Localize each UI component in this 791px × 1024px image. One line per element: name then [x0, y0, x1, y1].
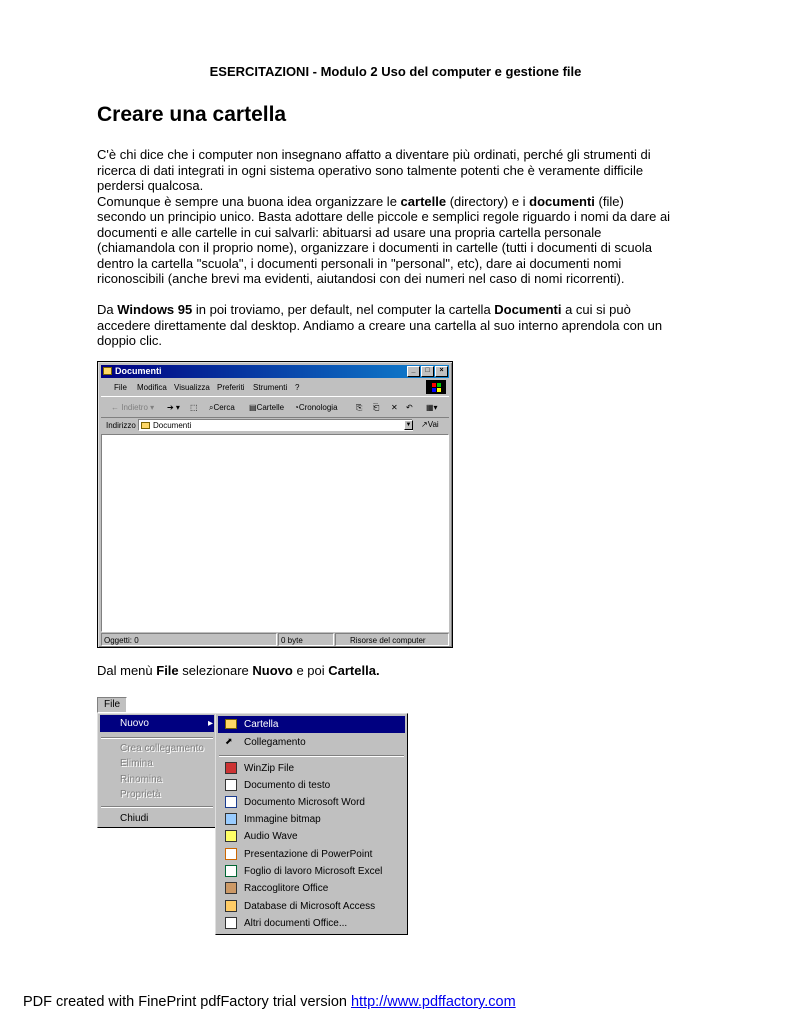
up-folder-icon[interactable]: ⬚: [190, 403, 198, 412]
text-line: Comunque è sempre una buona idea organizzare le cartelle (directory) e i documenti (file): [97, 193, 624, 209]
menu-file[interactable]: File: [114, 383, 127, 392]
go-button[interactable]: ↗Vai: [421, 420, 439, 429]
windows-paragraph: [97, 302, 697, 349]
menu-separator: [101, 806, 213, 808]
text-line: accedere direttamente dal desktop. Andiamo a creare una cartella al suo interno aprendola con un: [97, 317, 663, 333]
minimize-button[interactable]: _: [407, 366, 420, 377]
file-menu: [97, 713, 217, 828]
text-line: C'è chi dice che i computer non insegnano affatto a diventare più ordinati, perché gli strumenti di: [97, 147, 651, 162]
intro-paragraph: [97, 147, 697, 287]
forward-button[interactable]: ➔ ▾: [167, 403, 180, 412]
window-titlebar: [101, 365, 449, 378]
submenu-item-winzip[interactable]: WinZip File: [218, 760, 405, 777]
window-title: Documenti: [115, 366, 162, 376]
text-line: dentro la cartella "scuola", i documenti personali in "personal", etc), dare ai documenti nomi: [97, 255, 622, 271]
address-dropdown-button[interactable]: ▼: [405, 422, 412, 428]
status-zone: Risorse del computer: [350, 636, 426, 645]
audio-icon: [225, 830, 237, 842]
close-button[interactable]: ×: [435, 366, 448, 377]
menu-item-crea-collegamento[interactable]: Crea collegamento: [120, 743, 204, 754]
back-button[interactable]: ← Indietro ▾: [111, 403, 155, 412]
menu-item-chiudi[interactable]: Chiudi: [120, 813, 149, 824]
submenu-item-audio-wave[interactable]: Audio Wave: [218, 828, 405, 845]
address-input[interactable]: [138, 419, 413, 431]
powerpoint-icon: [225, 848, 237, 860]
folder-icon: [225, 719, 237, 729]
excel-icon: [225, 865, 237, 877]
search-button[interactable]: ⌕Cerca: [209, 403, 235, 412]
delete-icon[interactable]: ✕: [391, 403, 398, 412]
footer-link[interactable]: http://www.pdffactory.com: [350, 994, 516, 1010]
views-icon[interactable]: ▦▾: [426, 403, 438, 412]
file-menu-label: File: [104, 699, 121, 710]
submenu-item-powerpoint[interactable]: Presentazione di PowerPoint: [218, 846, 405, 863]
submenu-item-documento-testo[interactable]: Documento di testo: [218, 777, 405, 794]
menu-item-proprieta[interactable]: Proprietà: [120, 789, 161, 800]
folders-button[interactable]: ▤Cartelle: [249, 403, 285, 412]
word-icon: [225, 796, 237, 808]
menu-preferiti[interactable]: Preferiti: [217, 383, 245, 392]
documenti-window: [97, 361, 453, 648]
footer-text: PDF created with FinePrint pdfFactory trial version: [23, 994, 351, 1010]
text-line: (chiamandola con il proprio nome), organizzare i documenti in cartelle (tutti i documenti di scuola: [97, 240, 652, 255]
text-file-icon: [225, 779, 237, 791]
menu-separator: [219, 755, 404, 757]
history-button[interactable]: ◔Cronologia: [294, 403, 338, 412]
text-line: perdersi qualcosa.: [97, 178, 204, 193]
status-objects: Oggetti: 0: [104, 636, 139, 645]
menu-help[interactable]: ?: [295, 383, 300, 392]
copy-icon[interactable]: ⎗: [373, 403, 380, 412]
folder-icon: [103, 367, 112, 375]
menu-modifica[interactable]: Modifica: [137, 383, 167, 392]
file-menu-button[interactable]: [97, 697, 127, 713]
status-size: 0 byte: [281, 636, 303, 645]
office-doc-icon: [225, 917, 237, 929]
pdf-footer: [23, 994, 516, 1010]
menu-bar: [101, 379, 449, 395]
menu-item-rinomina[interactable]: Rinomina: [120, 774, 163, 785]
submenu-item-word[interactable]: Documento Microsoft Word: [218, 794, 405, 811]
menu-strumenti[interactable]: Strumenti: [253, 383, 288, 392]
folder-content-area[interactable]: [101, 434, 449, 632]
submenu-arrow-icon: ▸: [208, 718, 214, 729]
text-line: riconoscibili (anche brevi ma evidenti, aiutandosi con dei numeri nel caso di nomi ricorrenti).: [97, 271, 625, 286]
submenu-item-cartella[interactable]: Cartella: [218, 716, 405, 733]
menu-item-nuovo[interactable]: Nuovo ▸: [100, 715, 214, 732]
page-header: ESERCITAZIONI - Modulo 2 Uso del computer e gestione file: [209, 64, 582, 79]
submenu-item-access[interactable]: Database di Microsoft Access: [218, 898, 405, 915]
submenu-item-altri[interactable]: Altri documenti Office...: [218, 915, 405, 932]
submenu-item-bitmap[interactable]: Immagine bitmap: [218, 811, 405, 828]
menu-item-elimina[interactable]: Elimina: [120, 758, 153, 769]
move-icon[interactable]: ⎘: [356, 403, 363, 412]
access-icon: [225, 900, 237, 912]
menu-visualizza[interactable]: Visualizza: [174, 383, 210, 392]
instruction-paragraph: Dal menù File selezionare Nuovo e poi Cartella.: [97, 663, 380, 678]
text-line: secondo un principio unico. Basta adottare delle piccole e semplici regole riguardo i nomi da dare ai: [97, 209, 671, 224]
maximize-button[interactable]: □: [421, 366, 434, 377]
new-submenu: [215, 713, 408, 935]
status-bar: [101, 633, 449, 646]
menu-separator: [101, 737, 213, 739]
address-value: Documenti: [153, 421, 192, 430]
text-line: doppio clic.: [97, 333, 163, 348]
winzip-icon: [225, 762, 237, 774]
bitmap-icon: [225, 813, 237, 825]
undo-icon[interactable]: ↶: [406, 403, 413, 412]
folder-icon: [141, 422, 150, 429]
toolbar: [101, 396, 449, 418]
address-bar: [101, 417, 449, 433]
windows-logo-icon: [426, 380, 446, 394]
text-line: Da Windows 95 in poi troviamo, per default, nel computer la cartella Documenti a cui si può: [97, 302, 631, 317]
text-line: ricerca di dati integrati in ogni sistema operativo sono talmente potenti che è veramente difficile: [97, 162, 644, 178]
address-label: Indirizzo: [106, 421, 136, 430]
submenu-item-raccoglitore[interactable]: Raccoglitore Office: [218, 880, 405, 897]
submenu-item-excel[interactable]: Foglio di lavoro Microsoft Excel: [218, 863, 405, 880]
text-line: documenti e alle cartelle in cui salvarli: abituarsi ad usare una propria cartella personale: [97, 224, 602, 240]
shortcut-icon: ⬈: [225, 736, 233, 746]
binder-icon: [225, 882, 237, 894]
submenu-item-collegamento[interactable]: ⬈ Collegamento: [225, 736, 306, 748]
page-title: Creare una cartella: [97, 103, 287, 126]
